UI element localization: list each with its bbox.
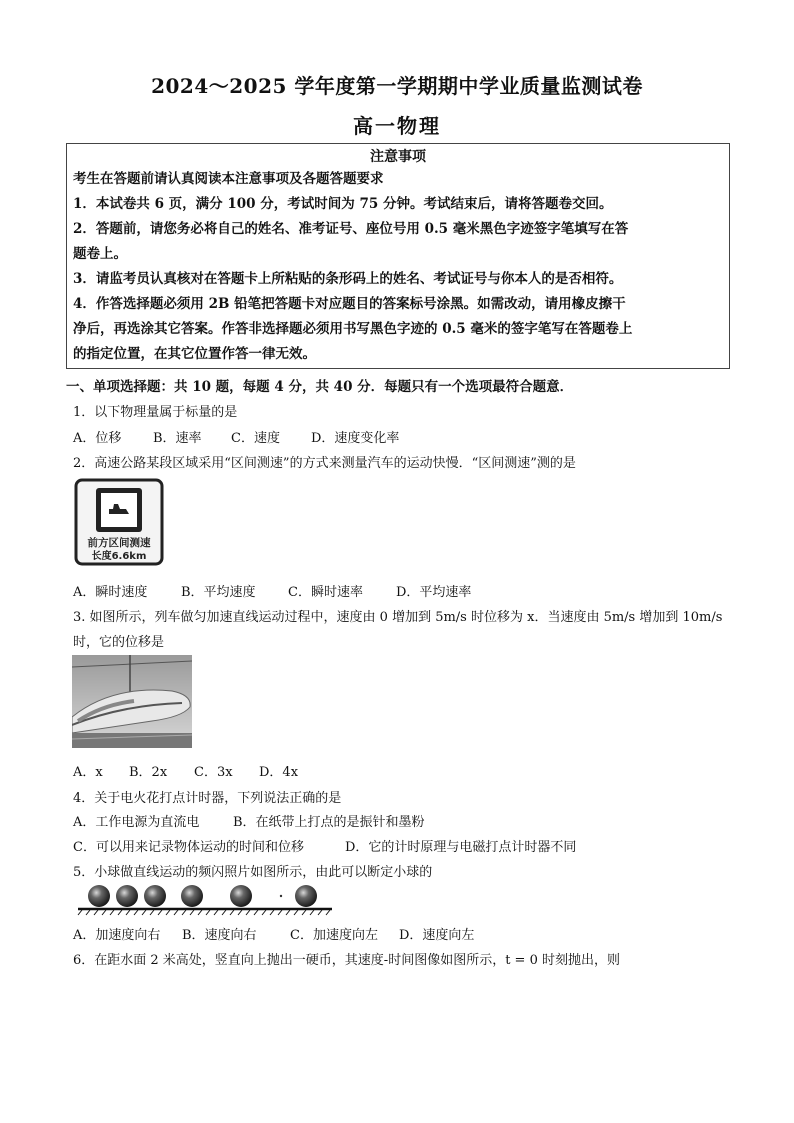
q2-option-a: A．瞬时速度 — [73, 585, 148, 600]
q3-stem-line2: 时，它的位移是 — [73, 635, 165, 650]
q2-option-c: C．瞬时速率 — [288, 585, 363, 600]
q2-option-b: B．平均速度 — [181, 585, 256, 600]
sign-text-line2: 长度6.6km — [91, 551, 147, 562]
notice-line: 1．本试卷共 6 页，满分 100 分，考试时间为 75 分钟。考试结束后，请将答题卷交回。 — [73, 196, 613, 212]
notice-line: 3．请监考员认真核对在答题卡上所粘贴的条形码上的姓名、考试证号与你本人的是否相符。 — [73, 271, 623, 287]
q3-stem-line1: 3. 如图所示，列车做匀加速直线运动过程中，速度由 0 增加到 5m/s 时位移为 x．当速度由 5m/s 增加到 10m/s — [73, 610, 723, 625]
q1-option-c: C．速度 — [231, 431, 280, 446]
q6-stem: 6．在距水面 2 米高处，竖直向上抛出一硬币，其速度-时间图像如图所示，t = 0 时刻抛出，则 — [73, 953, 620, 968]
notice-line: 4．作答选择题必须用 2B 铅笔把答题卡对应题目的答案标号涂黑。如需改动，请用橡皮擦干 — [73, 296, 626, 312]
q1-stem: 1．以下物理量属于标量的是 — [73, 405, 238, 420]
q3-option-d: D．4x — [259, 765, 299, 780]
notice-line: 净后，再选涂其它答案。作答非选择题必须用书写黑色字迹的 0.5 毫米的签字笔写在答题卷上 — [73, 321, 633, 337]
notice-line: 题卷上。 — [73, 246, 127, 262]
q1-option-d: D．速度变化率 — [311, 431, 400, 446]
q4-options-row1 — [73, 811, 425, 830]
q4-option-a: A．工作电源为直流电 — [73, 815, 200, 830]
train-photo-image — [72, 655, 192, 748]
q4-options-row2 — [73, 836, 576, 855]
q5-option-d: D．速度向左 — [399, 928, 475, 943]
speed-zone-sign-image — [74, 478, 164, 566]
q1-options — [73, 427, 399, 446]
q4-option-c: C．可以用来记录物体运动的时间和位移 — [73, 840, 304, 855]
section-heading: 一、单项选择题：共 10 题，每题 4 分，共 40 分．每题只有一个选项最符合题意． — [66, 379, 574, 395]
q3-options — [73, 761, 298, 780]
q3-option-c: C．3x — [194, 765, 233, 780]
q5-stem: 5．小球做直线运动的频闪照片如图所示，由此可以断定小球的 — [73, 865, 433, 880]
q2-option-d: D．平均速率 — [396, 585, 472, 600]
notice-heading: 注意事项 — [370, 149, 426, 165]
strobe-ball-photo-image — [74, 880, 336, 916]
notice-box — [66, 143, 730, 369]
q4-option-d: D．它的计时原理与电磁打点计时器不同 — [345, 840, 577, 855]
sign-text-line1: 前方区间测速 — [87, 537, 151, 549]
notice-line: 2．答题前，请您务必将自己的姓名、准考证号、座位号用 0.5 毫米黑色字迹签字笔填写在答 — [73, 221, 629, 237]
q5-option-b: B．速度向右 — [182, 928, 257, 943]
notice-line: 的指定位置，在其它位置作答一律无效。 — [73, 346, 316, 362]
q5-option-a: A．加速度向右 — [73, 928, 161, 943]
q4-stem: 4．关于电火花打点计时器，下列说法正确的是 — [73, 791, 342, 806]
q1-option-a: A．位移 — [73, 431, 122, 446]
notice-line: 考生在答题前请认真阅读本注意事项及各题答题要求 — [73, 171, 384, 187]
exam-subject: 高一物理 — [353, 114, 441, 138]
q5-options — [73, 924, 474, 943]
q4-option-b: B．在纸带上打点的是振针和墨粉 — [233, 815, 425, 830]
q2-stem: 2．高速公路某段区域采用“区间测速”的方式来测量汽车的运动快慢．“区间测速”测的是 — [73, 456, 576, 471]
q3-option-b: B．2x — [129, 765, 168, 780]
q1-option-b: B．速率 — [153, 431, 202, 446]
q3-option-a: A．x — [73, 765, 103, 780]
q5-option-c: C．加速度向左 — [290, 928, 378, 943]
q2-options — [73, 581, 471, 600]
exam-title: 2024～2025 学年度第一学期期中学业质量监测试卷 — [151, 74, 643, 98]
